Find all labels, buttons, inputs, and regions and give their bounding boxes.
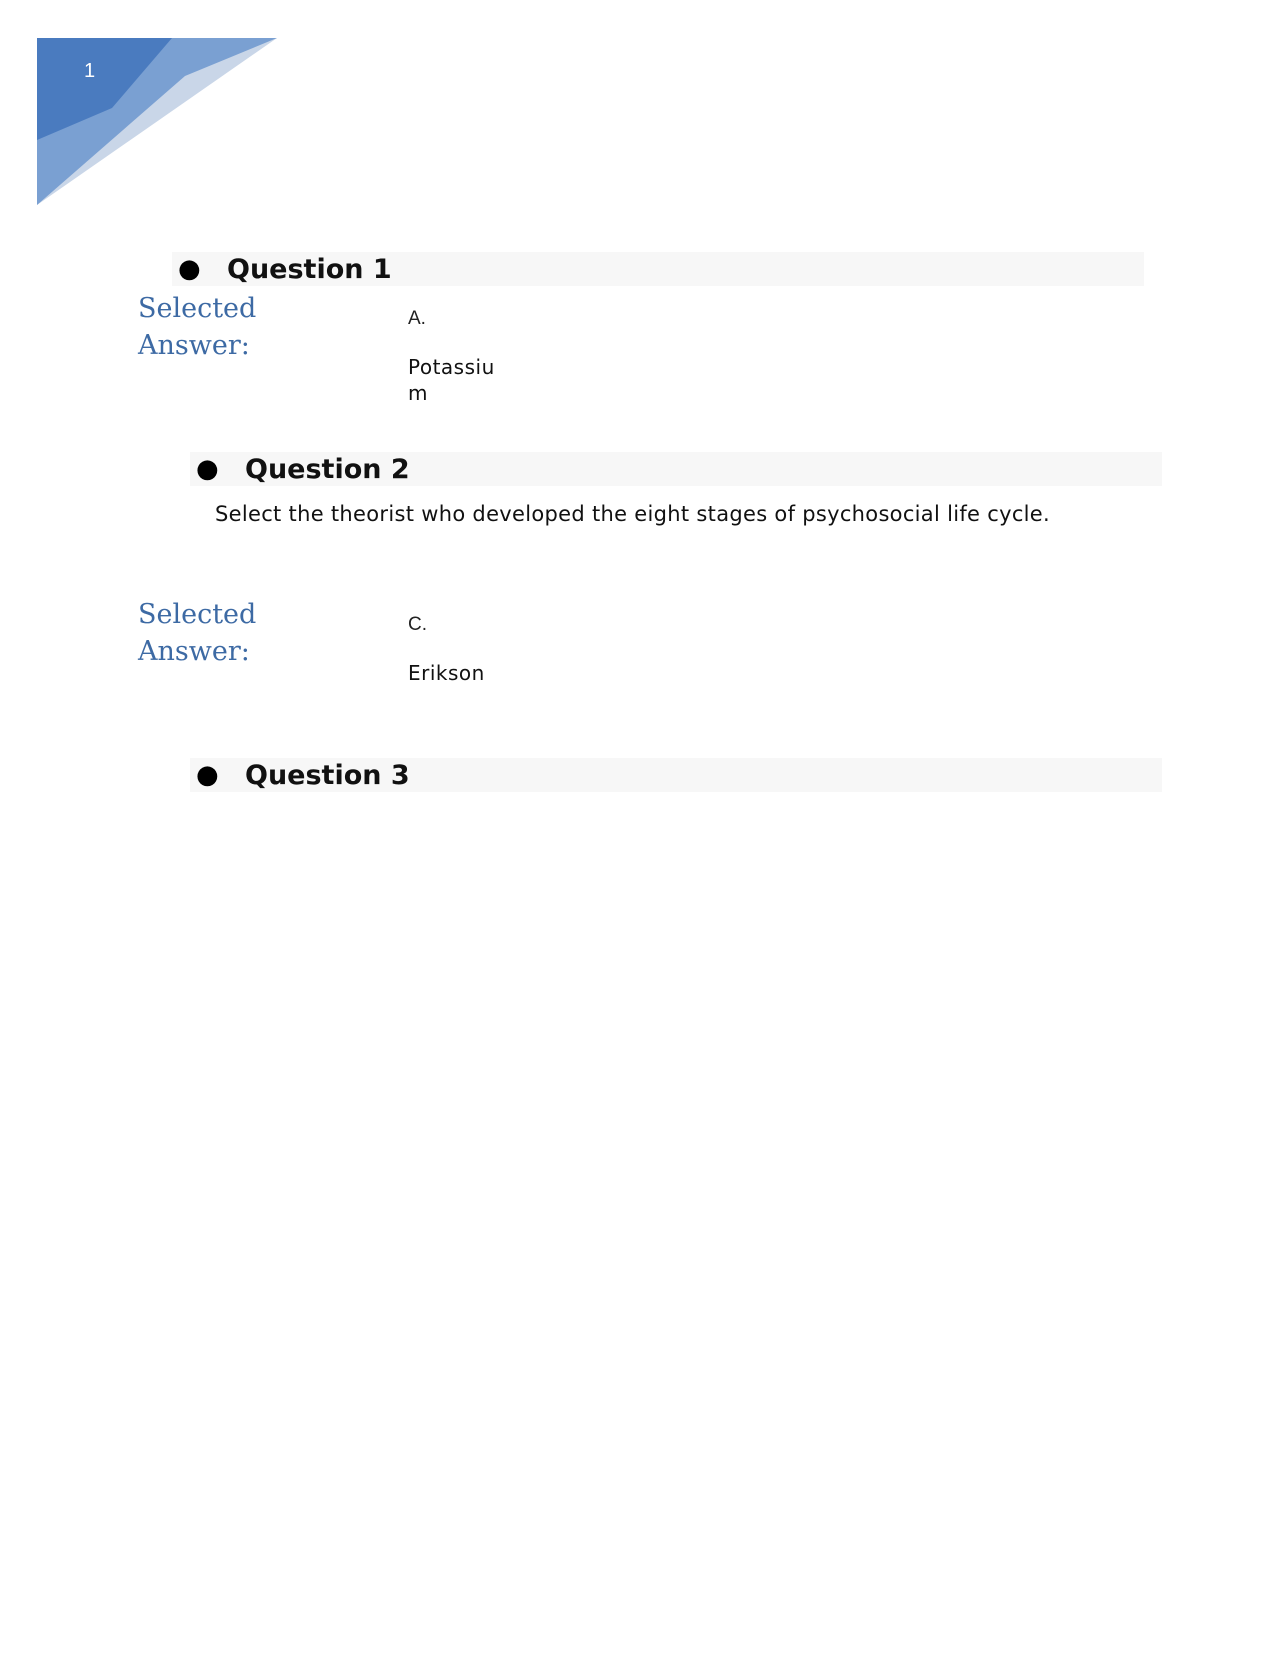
question-2-selected-answer-label: Selected Answer: [138, 599, 257, 667]
bullet-icon: ● [196, 760, 219, 790]
question-1-title: Question 1 [227, 254, 392, 285]
question-1-header [172, 252, 1144, 286]
bullet-icon: ● [178, 254, 201, 284]
page-corner-decoration [0, 0, 300, 220]
question-2-answer-letter: C. [408, 614, 427, 635]
question-1-selected-answer-label: Selected Answer: [138, 293, 257, 361]
question-1-answer-text: Potassium [408, 355, 495, 405]
question-2-answer-text: Erikson [408, 661, 485, 685]
question-3-title: Question 3 [245, 760, 410, 791]
bullet-icon: ● [196, 454, 219, 484]
question-3-header [190, 758, 1162, 792]
question-2-header [190, 452, 1162, 486]
page-number: 1 [84, 60, 96, 82]
question-2-title: Question 2 [245, 454, 410, 485]
question-1-answer-letter: A. [408, 308, 426, 329]
question-2-text: Select the theorist who developed the eight stages of psychosocial life cycle. [215, 502, 1050, 526]
